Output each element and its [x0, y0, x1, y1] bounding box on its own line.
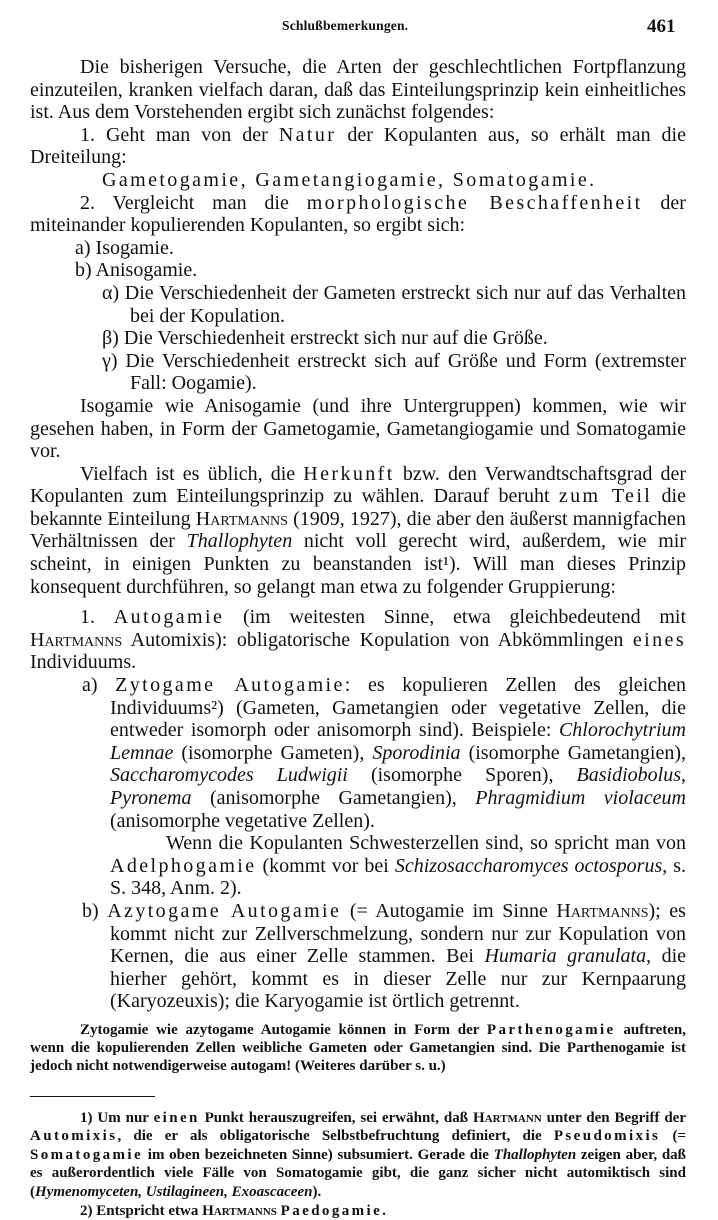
paragraph-natur: 1. Geht man von der Natur der Kopulanten aus, so erhält man die Dreiteilung: [30, 123, 686, 169]
list-item-isogamie: a) Isogamie. [75, 236, 174, 259]
emph-natur: Natur [278, 123, 337, 146]
list-item-zytogame: a) Zytogame Autogamie: es kopulieren Zellen des gleichen Individuums²) (Gameten, Gametangien oder vegetative Zellen, die entweder isomorph oder anisomorph sind). Beispiele: Chlorochytrium Lemnae (isomorphe Gameten), Sporodinia (isomorphe Gametangien), Saccharomycodes Ludwigii (isomorphe Sporen), Basidiobolus, Pyronema (anisomorphe Gametangien), Phragmidium violaceum (anisomorphe vegetative Zellen). [82, 674, 686, 832]
page-header [0, 16, 718, 40]
footnote-2: 2) Entspricht etwa Hartmanns Paedogamie. [80, 1202, 386, 1219]
triple-classification: Gametogamie, Gametangiogamie, Somatogamie. [102, 168, 597, 191]
list-item-azytogame: b) Azytogame Autogamie (= Autogamie im Sinne Hartmanns); es kommt nicht zur Zellverschmelzung, sondern nur zur Kopulation von Kernen, die aus einer Zelle stammen. Bei Humaria granulata, die hierher gehört, kommt es in dieser Zelle nur zur Kernpaarung (Karyozeuxis); die Karyogamie ist örtlich getrennt. [82, 899, 687, 1013]
paragraph-adelphogamie: Wenn die Kopulanten Schwesterzellen sind, so spricht man von Adelphogamie (kommt vor bei Schizosaccharomyces octosporus, s. S. 348, Anm. 2). [110, 832, 686, 900]
emph-morphologie: morphologische Beschaffenheit [306, 191, 643, 214]
list-item-autogamie: 1. Autogamie (im weitesten Sinne, etwa gleichbedeutend mit Hartmanns Automixis): obligatorische Kopulation von Abkömmlingen eines Individuums. [30, 606, 687, 674]
small-print-note: Zytogamie wie azytogame Autogamie können in Form der Parthenogamie auftreten, wenn die kopulierenden Zellen weibliche Gameten oder Gametangien sind. Die Parthenogamie ist jedoch nicht notwendigerweise autogam! (Weiteres darüber s. u.) [30, 1021, 687, 1075]
running-head: Schlußbemerkungen. [282, 18, 409, 33]
footnote-rule [30, 1096, 155, 1097]
page-number: 461 [647, 16, 676, 37]
footnote-1: 1) Um nur einen Punkt herauszugreifen, sei erwähnt, daß Hartmann unter den Begriff der Automixis, die er als obligatorische Selbstbefruchtung definiert, die Pseudomixis (= Somatogamie im oben bezeichneten Sinne) subsumiert. Gerade die Thallophyten zeigen aber, daß es außerordentlich viele Fälle von Somatogamie gibt, die ganz sicher nicht automiktisch sind (Hymenomyceten, Ustilagineen, Exoascaceen). [30, 1109, 687, 1200]
list-item-gamma: γ) Die Verschiedenheit erstreckt sich auf Größe und Form (extremster Fall: Oogamie). [102, 349, 686, 395]
paragraph-isogamie-forms: Isogamie wie Anisogamie (und ihre Untergruppen) kommen, wie wir gesehen haben, in Form der Gametogamie, Gametangiogamie und Somatogamie vor. [30, 394, 686, 463]
paragraph-morphologie: 2. Vergleicht man die morphologische Beschaffenheit der miteinander kopulierenden Kopulanten, so ergibt sich: [30, 191, 686, 237]
footnotes [30, 1109, 686, 1220]
list-item-beta: β) Die Verschiedenheit erstreckt sich nur auf die Größe. [102, 327, 548, 350]
body-text [30, 56, 686, 1220]
paragraph-herkunft: Vielfach ist es üblich, die Herkunft bzw. den Verwandtschaftsgrad der Kopulanten zum Einteilungsprinzip zu wählen. Darauf beruht zum Teil die bekannte Einteilung Hartmanns (1909, 1927), die aber den äußerst mannigfachen Verhältnissen der Thallophyten nicht voll gerecht wird, außerdem, wie mir scheint, in einigen Punkten zu beanstanden ist¹). Will man dieses Prinzip konsequent durchführen, so gelangt man etwa zu folgender Gruppierung: [30, 462, 686, 598]
list-item-alpha: α) Die Verschiedenheit der Gameten erstreckt sich nur auf das Verhalten bei der Kopulation. [102, 281, 686, 327]
list-item-anisogamie: b) Anisogamie. [75, 259, 198, 282]
paragraph-intro: Die bisherigen Versuche, die Arten der geschlechtlichen Fortpflanzung einzuteilen, kranken vielfach daran, daß das Einteilungsprinzip kein einheitliches ist. Aus dem Vorstehenden ergibt sich zunächst folgendes: [30, 56, 686, 124]
